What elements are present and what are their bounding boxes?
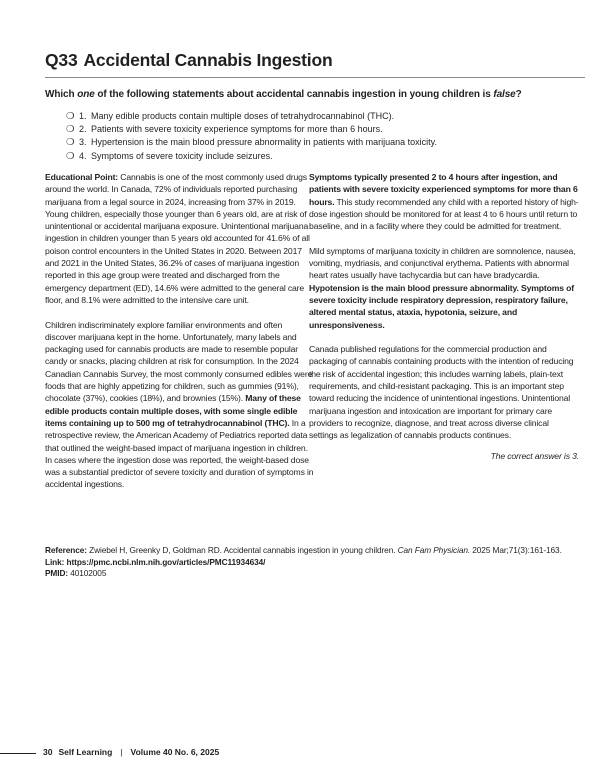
footer-section: Self Learning bbox=[58, 747, 113, 757]
correct-answer: The correct answer is 3. bbox=[490, 450, 579, 461]
page-footer bbox=[43, 747, 219, 757]
title-divider bbox=[45, 77, 585, 78]
radio-circle-icon[interactable]: ❍ bbox=[66, 137, 75, 149]
body-column-right bbox=[309, 171, 579, 462]
option-3[interactable]: ❍ 3. Hypertension is the main blood pressure abnormality in patients with marijuana toxicity. bbox=[66, 137, 437, 149]
reference-pmid: PMID: 40102005 bbox=[45, 568, 107, 578]
reference-line: Reference: Zwiebel H, Greenky D, Goldman RD. Accidental cannabis ingestion in young children. Can Fam Physician. 2025 Mar;71(3):161-163. bbox=[45, 545, 562, 555]
option-4[interactable]: ❍ 4. Symptoms of severe toxicity include seizures. bbox=[66, 150, 273, 162]
footer-separator: | bbox=[120, 747, 123, 757]
body-paragraph-2-cont: Symptoms typically presented 2 to 4 hours after ingestion, and patients with severe toxicity experienced symptoms for more than 6 hours. This study recommended any child with a reported history of high-dose ingestion should be monitored for at least 4 to 6 hours until return to baseline, and in a facility where they could be admitted for treatment. bbox=[309, 172, 579, 232]
page-number: 30 bbox=[43, 747, 53, 757]
question-title bbox=[45, 50, 332, 71]
references bbox=[45, 545, 590, 580]
footer-issue: Volume 40 No. 6, 2025 bbox=[130, 747, 220, 757]
body-paragraph-4: Canada published regulations for the commercial production and packaging of cannabis containing products with the intention of reducing the risk of accidental ingestion; this includes warning labels, plain-text requirements, and child-resistant packaging. This is an important step toward reducing the incidence of unintentional ingestions. Unintentional marijuana ingestion and intoxication are important for primary care providers to recognize, diagnose, and treat across diverse clinical settings as legalization of cannabis products continues. bbox=[309, 344, 574, 441]
educational-point-paragraph: Educational Point: Cannabis is one of the most commonly used drugs around the world. In Canada, 72% of individuals reported purchasing marijuana from a legal source in 2024, increasing from 37% in 2019. Young children, especially those younger than 6 years old, are at risk of unintentional or accidental marijuana exposure. Unintentional marijuana ingestion in children younger than 5 years old accounted for 41.6% of all poison control encounters in the United States in 2020. Between 2017 and 2021 in the United States, 36.2% of cases of marijuana ingestion reported in this age group were treated and discharged from the emergency department (ED), 14.6% were admitted to the general care floor, and 8.1% were admitted to the intensive care unit. bbox=[45, 172, 310, 305]
body-column-left bbox=[45, 171, 315, 491]
body-paragraph-3: Mild symptoms of marijuana toxicity in children are somnolence, nausea, vomiting, mydriasis, and conjunctival erythema. Patients with abnormal heart rates usually have tachycardia but can have bradycardia. Hypotension is the main blood pressure abnormality. Symptoms of severe toxicity include respiratory depression, respiratory failure, altered mental status, ataxia, hypotonia, seizure, and unresponsiveness. bbox=[309, 245, 576, 330]
question-number: Q33 bbox=[45, 50, 78, 70]
reference-link[interactable]: Link: https://pmc.ncbi.nlm.nih.gov/articles/PMC11934634/ bbox=[45, 556, 266, 567]
radio-circle-icon[interactable]: ❍ bbox=[66, 111, 75, 122]
radio-circle-icon[interactable]: ❍ bbox=[66, 124, 75, 136]
option-1[interactable]: ❍ 1. Many edible products contain multiple doses of tetrahydrocannabinol (THC). bbox=[66, 111, 395, 122]
option-2[interactable]: ❍ 2. Patients with severe toxicity experience symptoms for more than 6 hours. bbox=[66, 124, 383, 136]
footer-rule bbox=[0, 753, 36, 754]
radio-circle-icon[interactable]: ❍ bbox=[66, 150, 75, 162]
answer-options bbox=[66, 110, 437, 163]
question-stem: Which one of the following statements about accidental cannabis ingestion in young children is false? bbox=[45, 89, 522, 100]
body-paragraph-2: Children indiscriminately explore familiar environments and often discover marijuana kept in the home. Unfortunately, many labels and packaging used for cannabis products are made to resemble popular candy or snacks, placing children at risk for consumption. In the 2024 Canadian Cannabis Survey, the most commonly consumed edibles were foods that are highly appetizing for children, such as gummies (91%), chocolate (37%), cookies (18%), and brownies (15%). Many of these edible products contain multiple doses, with some single edible items containing up to 500 mg of tetrahydrocannabinol (THC). In a retrospective review, the American Academy of Pediatrics reported data that outlined the weight-based impact of marijuana ingestion in children. In cases where the ingestion dose was reported, the weight-based dose was a substantial predictor of severe toxicity and duration of symptoms in accidental ingestions. bbox=[45, 319, 314, 490]
question-title-text: Accidental Cannabis Ingestion bbox=[83, 50, 333, 70]
